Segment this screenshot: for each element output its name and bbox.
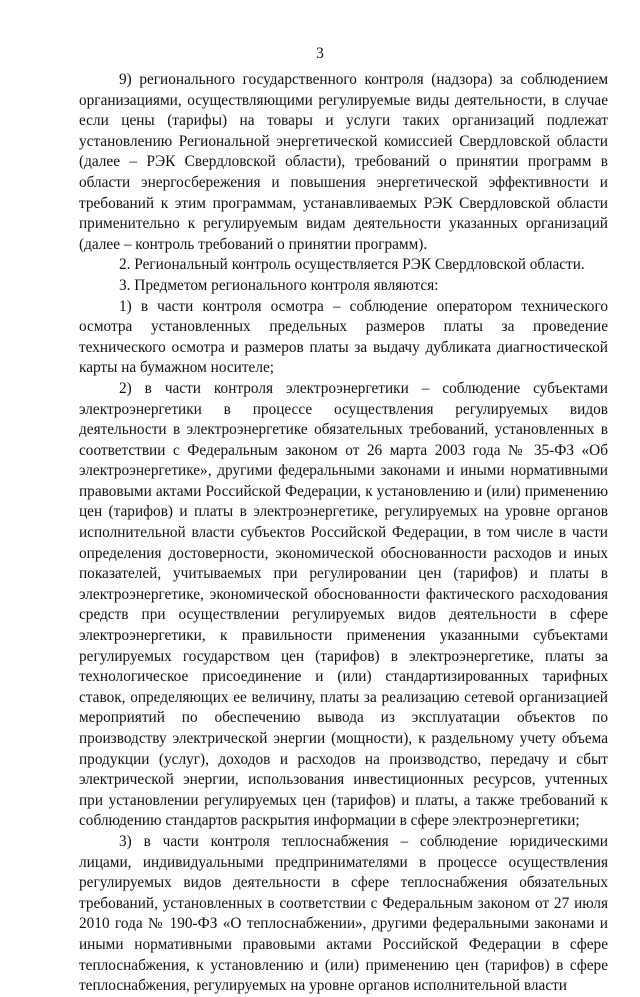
paragraph-section-2: 2. Региональный контроль осуществляется РЭК Свердловской области. bbox=[119, 256, 585, 274]
paragraph-subitem-3: 3) в части контроля теплоснабжения – соблюдение юридическими лицами, индивидуальными предпринимателями в процессе осуществления регулируемых видов деятельности в сфере теплоснабжения обязательных требований, установленных в соответствии с Федеральным законом от 27 июля 2010 года № 190-ФЗ «О теплоснабжении», другими федеральными законами и иными нормативными правовыми актами Российской Федерации в сфере теплоснабжения, к установлению и (или) применению цен (тарифов) в сфере теплоснабжения, регулируемых на уровне органов исполнительной власти bbox=[79, 832, 608, 995]
paragraph-item-9: 9) регионального государственного контроля (надзора) за соблюдением организациями, осуществляющими регулируемые виды деятельности, в случае если цены (тарифы) на товары и услуги таких организаций подлежат установлению Региональной энергетической комиссией Свердловской области (далее – РЭК Свердловской области), требований о принятии программ в области энергосбережения и повышения энергетической эффективности и требований к этим программам, устанавливаемых РЭК Свердловской области применительно к регулируемым видам деятельности указанных организаций (далее – контроль требований о принятии программ). bbox=[79, 71, 608, 253]
document-body bbox=[79, 70, 608, 997]
paragraph-subitem-1: 1) в части контроля осмотра – соблюдение оператором технического осмотра установленных предельных размеров платы за проведение технического осмотра и размеров платы за выдачу дубликата диагностической карты на бумажном носителе; bbox=[79, 297, 608, 377]
paragraph-subitem-2: 2) в части контроля электроэнергетики – соблюдение субъектами электроэнергетики в процессе осуществления регулируемых видов деятельности в электроэнергетике обязательных требований, установленных в соответствии с Федеральным законом от 26 марта 2003 года № 35-ФЗ «Об электроэнергетике», другими федеральными законами и иными нормативными правовыми актами Российской Федерации, к установлению и (или) применению цен (тарифов) и платы в электроэнергетике, регулируемых на уровне органов исполнительной власти субъектов Российской Федерации, в том числе в части определения достоверности, экономической обоснованности расходов и иных показателей, учитываемых при регулировании цен (тарифов) и платы в электроэнергетике, экономической обоснованности фактического расходования средств при осуществлении регулируемых видов деятельности в сфере электроэнергетики, к правильности применения указанными субъектами регулируемых государством цен (тарифов) в электроэнергетике, платы за технологическое присоединение и (или) стандартизированных тарифных ставок, определяющих ее величину, платы за реализацию сетевой организацией мероприятий по обеспечению вывода из эксплуатации объектов по производству электрической энергии (мощности), к раздельному учету объема продукции (услуг), доходов и расходов на производство, передачу и сбыт электрической энергии, использования инвестиционных ресурсов, учтенных при установлении регулируемых цен (тарифов) и платы, а также требований к соблюдению стандартов раскрытия информации в сфере электроэнергетики; bbox=[79, 379, 608, 830]
page-number: 3 bbox=[316, 45, 324, 62]
paragraph-section-3: 3. Предметом регионального контроля являются: bbox=[119, 276, 439, 294]
